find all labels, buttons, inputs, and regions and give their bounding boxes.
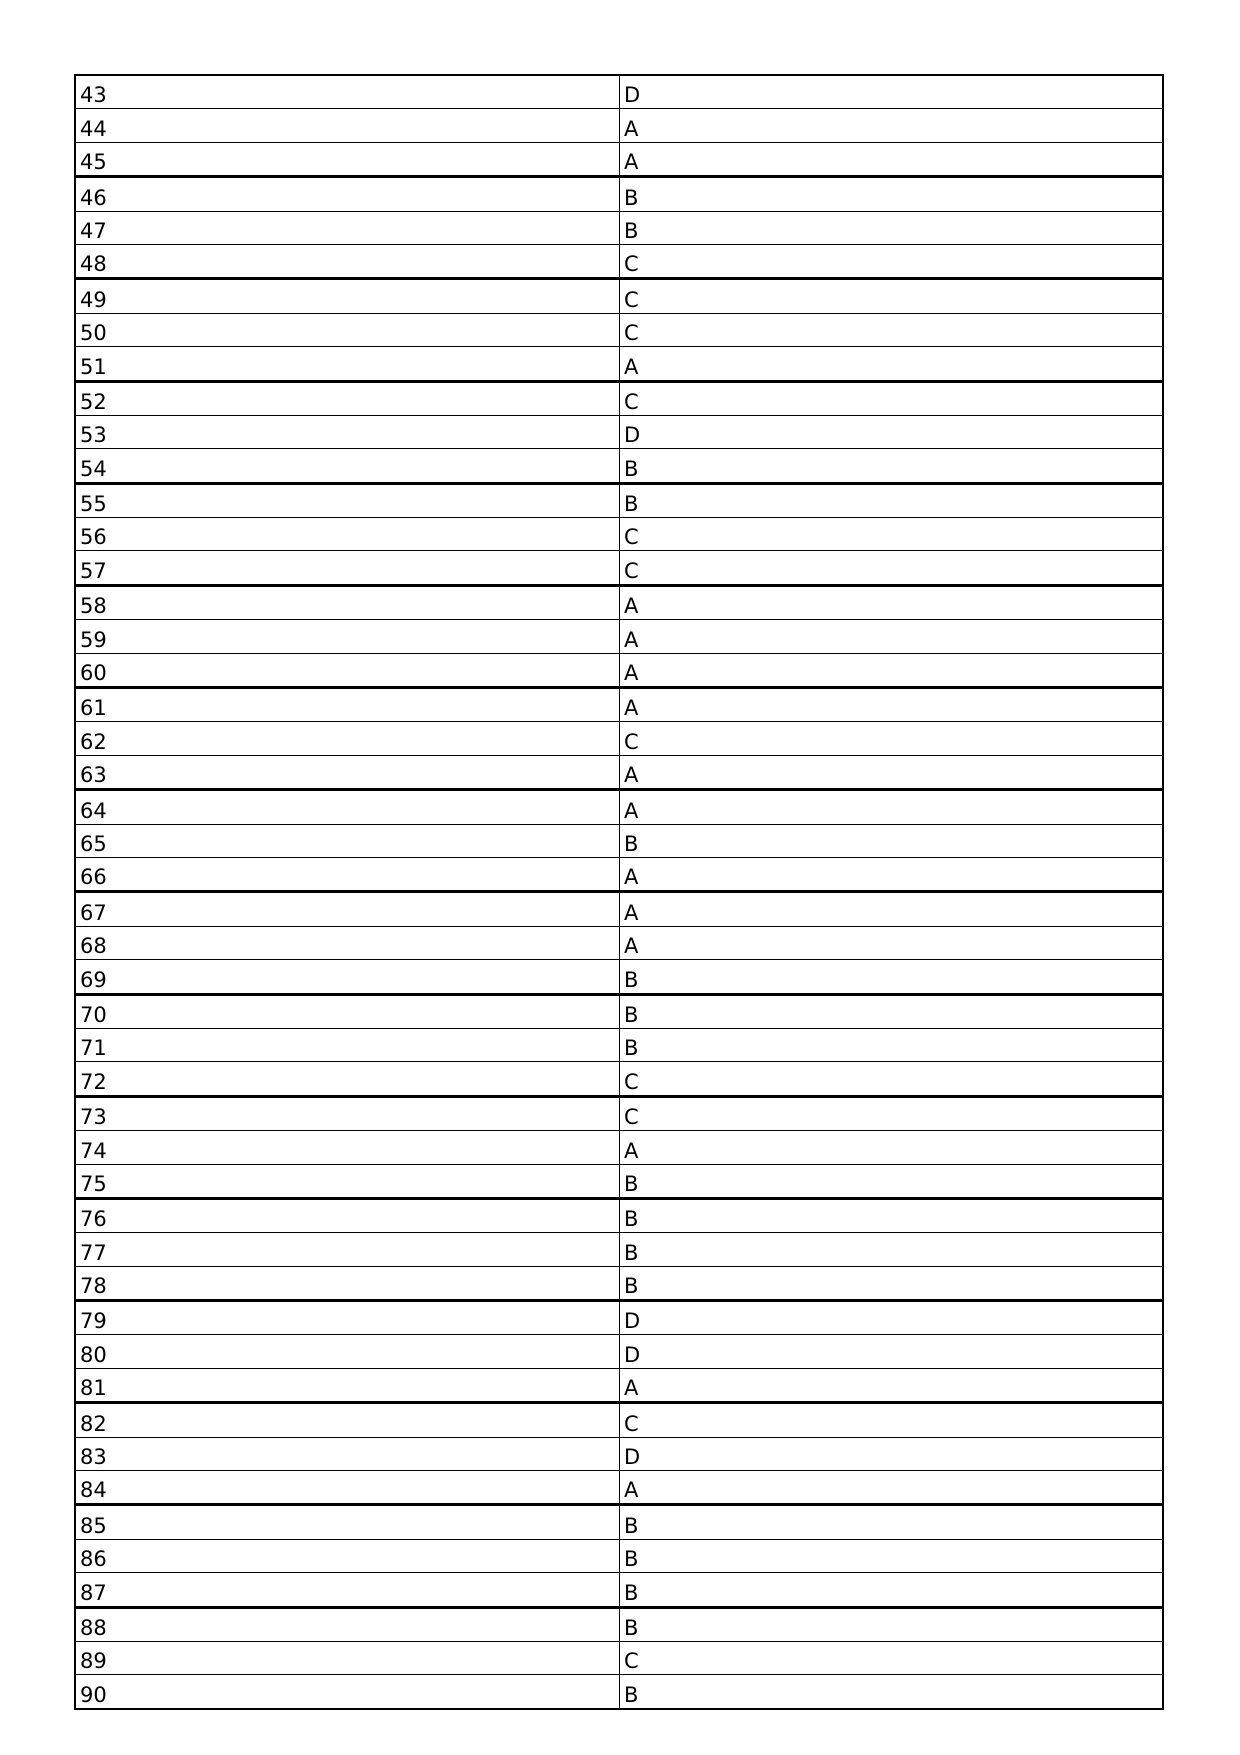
answer-cell: A — [620, 1368, 1164, 1402]
answer-key-table — [74, 74, 1164, 1710]
question-number-cell: 88 — [75, 1607, 620, 1641]
answer-cell: B — [620, 1675, 1164, 1709]
table-row — [75, 551, 1163, 585]
question-number-cell: 43 — [75, 75, 620, 109]
answer-cell: B — [620, 1607, 1164, 1641]
table-row — [75, 857, 1163, 891]
table-row — [75, 381, 1163, 415]
question-number-cell: 68 — [75, 926, 620, 959]
answer-cell: B — [620, 483, 1164, 517]
question-number-cell: 59 — [75, 620, 620, 653]
answer-cell: B — [620, 177, 1164, 211]
answer-cell: B — [620, 1573, 1164, 1607]
table-row — [75, 1505, 1163, 1539]
answer-cell: A — [620, 892, 1164, 926]
question-number-cell: 79 — [75, 1301, 620, 1335]
table-row — [75, 994, 1163, 1028]
question-number-cell: 51 — [75, 347, 620, 381]
table-row — [75, 1266, 1163, 1300]
table-row — [75, 1607, 1163, 1641]
answer-cell: B — [620, 1233, 1164, 1266]
question-number-cell: 69 — [75, 960, 620, 994]
answer-cell: A — [620, 347, 1164, 381]
question-number-cell: 44 — [75, 109, 620, 142]
answer-cell: A — [620, 857, 1164, 891]
question-number-cell: 89 — [75, 1641, 620, 1674]
question-number-cell: 87 — [75, 1573, 620, 1607]
answer-cell: C — [620, 1641, 1164, 1674]
question-number-cell: 66 — [75, 857, 620, 891]
table-row — [75, 1641, 1163, 1674]
question-number-cell: 52 — [75, 381, 620, 415]
question-number-cell: 71 — [75, 1028, 620, 1061]
question-number-cell: 65 — [75, 824, 620, 857]
question-number-cell: 75 — [75, 1164, 620, 1198]
question-number-cell: 67 — [75, 892, 620, 926]
table-row — [75, 1164, 1163, 1198]
question-number-cell: 85 — [75, 1505, 620, 1539]
answer-cell: A — [620, 688, 1164, 722]
table-row — [75, 518, 1163, 551]
question-number-cell: 77 — [75, 1233, 620, 1266]
answer-cell: D — [624, 83, 641, 108]
table-row — [75, 688, 1163, 722]
question-number-cell: 72 — [75, 1062, 620, 1096]
table-row — [75, 755, 1163, 789]
question-number-cell: 70 — [75, 994, 620, 1028]
question-number-cell: 84 — [75, 1471, 620, 1505]
table-row — [75, 347, 1163, 381]
answer-cell: B — [620, 1198, 1164, 1232]
table-row — [75, 279, 1163, 313]
table-row — [75, 483, 1163, 517]
answer-cell: A — [620, 109, 1164, 142]
answer-cell: A — [620, 653, 1164, 687]
table-row — [75, 244, 1163, 278]
question-number-cell: 62 — [75, 722, 620, 755]
question-number-cell: 55 — [75, 483, 620, 517]
question-number-cell: 61 — [75, 688, 620, 722]
question-number-cell: 74 — [75, 1131, 620, 1164]
answer-cell: A — [620, 1471, 1164, 1505]
question-number-cell: 76 — [75, 1198, 620, 1232]
answer-cell: C — [620, 1096, 1164, 1130]
answer-cell: A — [620, 620, 1164, 653]
table-row — [75, 1233, 1163, 1266]
answer-cell: A — [620, 585, 1164, 619]
table-row — [75, 892, 1163, 926]
answer-cell: A — [620, 142, 1164, 176]
table-row — [75, 585, 1163, 619]
question-number-cell: 58 — [75, 585, 620, 619]
answer-cell: D — [620, 415, 1164, 448]
answer-cell: D — [620, 1301, 1164, 1335]
answer-cell: C — [620, 551, 1164, 585]
answer-cell: C — [620, 279, 1164, 313]
answer-cell: B — [620, 1028, 1164, 1061]
table-row — [75, 449, 1163, 483]
question-number-cell: 46 — [75, 177, 620, 211]
question-number-cell: 47 — [75, 211, 620, 244]
table-row — [75, 960, 1163, 994]
answer-cell: C — [620, 1403, 1164, 1437]
answer-cell: B — [620, 960, 1164, 994]
table-row — [75, 653, 1163, 687]
question-number-cell: 86 — [75, 1539, 620, 1572]
table-row — [75, 313, 1163, 346]
table-row — [75, 1131, 1163, 1164]
question-number-cell: 57 — [75, 551, 620, 585]
table-row — [75, 1573, 1163, 1607]
answer-cell: A — [620, 926, 1164, 959]
question-number-cell: 45 — [75, 142, 620, 176]
answer-cell: C — [620, 1062, 1164, 1096]
answer-cell: D — [620, 1335, 1164, 1368]
table-row — [75, 211, 1163, 244]
table-row — [75, 1096, 1163, 1130]
table-row — [75, 1368, 1163, 1402]
question-number-cell: 54 — [75, 449, 620, 483]
question-number-cell: 64 — [75, 790, 620, 824]
question-number-cell: 60 — [75, 653, 620, 687]
question-number-cell: 49 — [75, 279, 620, 313]
answer-cell: B — [620, 1539, 1164, 1572]
answer-cell: C — [620, 722, 1164, 755]
question-number-cell: 63 — [75, 755, 620, 789]
answer-cell: B — [620, 449, 1164, 483]
table-row — [75, 620, 1163, 653]
table-row — [75, 722, 1163, 755]
table-row — [75, 75, 1163, 109]
question-number-cell: 82 — [75, 1403, 620, 1437]
question-number-cell: 48 — [75, 244, 620, 278]
table-row — [75, 790, 1163, 824]
table-row — [75, 1675, 1163, 1709]
answer-cell: B — [620, 994, 1164, 1028]
table-row — [75, 109, 1163, 142]
question-number-cell: 56 — [75, 518, 620, 551]
question-number-cell: 80 — [75, 1335, 620, 1368]
table-row — [75, 1198, 1163, 1232]
answer-key-body — [75, 75, 1163, 1709]
answer-cell: B — [620, 1266, 1164, 1300]
table-row — [75, 177, 1163, 211]
answer-cell: A — [620, 1131, 1164, 1164]
answer-cell: B — [620, 1505, 1164, 1539]
table-row — [75, 1028, 1163, 1061]
question-number-cell: 53 — [75, 415, 620, 448]
table-row — [75, 142, 1163, 176]
answer-cell: C — [620, 313, 1164, 346]
question-number-cell: 73 — [75, 1096, 620, 1130]
table-row — [75, 1539, 1163, 1572]
answer-cell: D — [620, 1437, 1164, 1470]
table-row — [75, 1403, 1163, 1437]
table-row — [75, 926, 1163, 959]
answer-cell: C — [620, 244, 1164, 278]
table-row — [75, 1471, 1163, 1505]
answer-cell: C — [620, 518, 1164, 551]
question-number-cell: 83 — [75, 1437, 620, 1470]
table-row — [75, 1335, 1163, 1368]
answer-cell: A — [620, 790, 1164, 824]
table-row — [75, 824, 1163, 857]
table-row — [75, 1437, 1163, 1470]
answer-cell: B — [620, 1164, 1164, 1198]
table-row — [75, 415, 1163, 448]
question-number-cell: 90 — [75, 1675, 620, 1709]
question-number-cell: 78 — [75, 1266, 620, 1300]
table-row — [75, 1301, 1163, 1335]
answer-cell: C — [620, 381, 1164, 415]
question-number-cell: 50 — [75, 313, 620, 346]
answer-cell: B — [620, 211, 1164, 244]
question-number-cell: 81 — [75, 1368, 620, 1402]
table-row — [75, 1062, 1163, 1096]
answer-cell: A — [620, 755, 1164, 789]
answer-cell: B — [620, 824, 1164, 857]
